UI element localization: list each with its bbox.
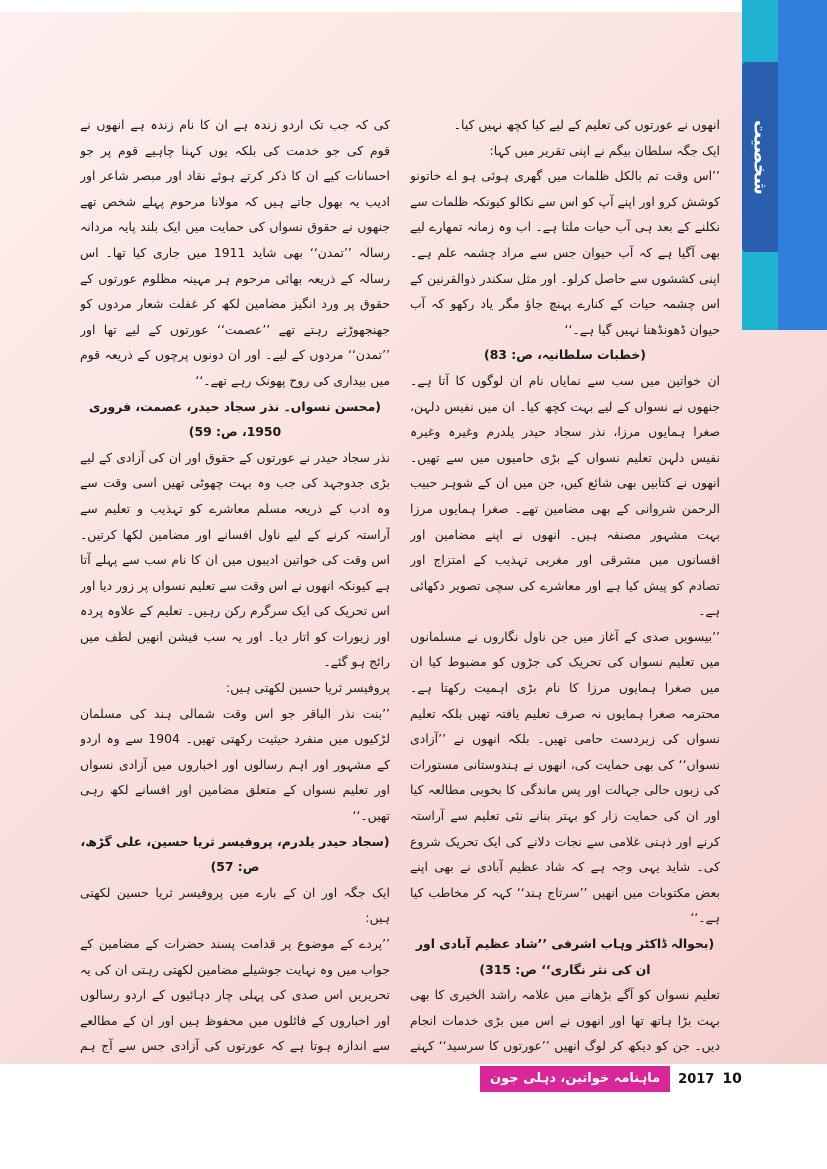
article-column-right [410,112,720,1062]
footer-magazine-name: ماہنامہ خواتین، دہلی جون [480,1066,670,1092]
citation: (محسن نسواں۔ نذر سجاد حیدر، عصمت، فروری 1950، ص: 59) [89,398,381,440]
quote-paragraph: ’’اس وقت تم بالکل ظلمات میں گھری ہوئی ہو اے خاتونو کوشش کرو اور اپنے آپ کو اس سے نکالو کیونکہ ظلمات سے نکلنے کے بعد ہی آب حیات ملتا ہے۔ اب وہ زمانہ تمھارے لیے بھی آگیا ہے کہ آب حیوان جس سے مراد چشمہ علم ہے۔ اپنی کششوں سے حاصل کرلو۔ اور مثل سکندر ذوالقرنین کے اس چشمہ حیات کے کنارے پہنچ جاؤ مگر یاد رکھو کہ آب حیوان ڈھونڈھنا نہیں گیا ہے۔‘‘ [410,168,720,337]
page-number: 10 [722,1071,742,1087]
top-margin [0,0,827,12]
quote-paragraph: ’’بنت نذر الباقر جو اس وقت شمالی ہند کی مسلمان لڑکیوں میں منفرد حیثیت رکھتی تھیں۔ 1904 سے وہ اردو کے مشہور اور اہم رسالوں اور اخباروں میں آزادی نسواں اور تعلیم نسواں کے متعلق مضامین اور افسانے لکھ رہی تھیں۔‘‘ [80,705,390,824]
citation: (بحوالہ ڈاکٹر وہاب اشرفی ’’شاد عظیم آبادی اور ان کی نثر نگاری‘‘ ص: 315) [415,936,715,977]
side-color-band-blue [778,0,827,330]
paragraph: تعلیم نسواں کو آگے بڑھانے میں علامہ راشد الخیری کا بھی بہت بڑا ہاتھ تھا اور انھوں نے اس میں بڑی خدمات انجام دیں۔ جن کو دیکھ کر لوگ انھیں ’’عورتوں کا سرسید‘‘ کہنے [410,987,720,1054]
footer-year: 2017 [678,1071,715,1087]
paragraph: انھوں نے عورتوں کی تعلیم کے لیے کیا کچھ نہیں کیا۔ [453,117,720,132]
paragraph: کی کہ جب تک اردو زندہ ہے ان کا نام زندہ ہے انھوں نے قوم کی جو خدمت کی بلکہ یوں کہنا چاہیے قوم پر جو احسانات کیے ان کا ذکر کرتے ہوئے نقاد اور مبصر شاعر اور ادیب یہ بھول جاتے ہیں کہ مولانا مرحوم پہلے شخص تھے جنھوں نے حقوق نسواں کی حمایت میں ایک بلند پایہ مردانہ رسالہ ’’تمدن‘‘ بھی شاید 1911 میں جاری کیا تھا۔ اس رسالہ کے ذریعہ بھائی مرحوم ہر مہینہ مظلوم عورتوں کے حقوق پر ورد انگیز مضامین لکھ کر غفلت شعار مردوں کو جھنجھوڑتے رہتے تھے ’’عصمت‘‘ عورتوں کے لیے تھا اور ’’تمدن‘‘ مردوں کے لیے۔ اور ان دونوں پرچوں کے ذریعہ قوم میں بیداری کی روح پھونک رہے تھے۔‘‘ [80,117,390,388]
quote-paragraph: ’’پردے کے موضوع پر قدامت پسند حضرات کے مضامین کے جواب میں وہ نہایت جوشیلے مضامین لکھتی رہتی ان کی یہ تحریریں اس صدی کی پہلی چار دہائیوں کے اردو رسالوں اور اخباروں کے فائلوں میں محفوظ ہیں اور ان کے مطالعے سے اندازہ ہوتا ہے کہ عورتوں کی آزادی جس سے آج ہم [80,936,390,1054]
quote-paragraph: ’’بیسویں صدی کے آغاز میں جن ناول نگاروں نے مسلمانوں میں تعلیم نسواں کی تحریک کی جڑوں کو مضبوط کیا ان میں صغرا ہمایوں مرزا کا نام بڑی اہمیت رکھتا ہے۔ محترمہ صغرا ہمایوں نہ صرف تعلیم یافتہ تھیں بلکہ تعلیم نسواں کی زبردست حامی تھیں۔ بلکہ انھوں نے ’’آزادی نسواں‘‘ کی بھی حمایت کی، انھوں نے ہندوستانی مستورات کی زبوں حالی جہالت اور پس ماندگی کا بخوبی مطالعہ کیا اور ان کی حمایت زار کو بہتر بنانے نئی تعلیم سے آراستہ کرنے اور ذہنی غلامی سے نجات دلانے کی ایک تحریک شروع کی۔ شاید یہی وجہ ہے کہ شاد عظیم آبادی نے بھی اپنے بعض مکتوبات میں انھیں ’’سرتاج ہند‘‘ کہہ کر مخاطب کیا ہے۔‘‘ [410,628,720,926]
paragraph: نذر سجاد حیدر نے عورتوں کے حقوق اور ان کی آزادی کے لیے بڑی جدوجہد کی جب وہ بہت چھوٹی تھیں اسی وقت سے وہ ادب کے ذریعہ مسلم معاشرے کو تہذیب و تعلیم سے آراستہ کرنے کے لیے ناول افسانے اور مضامین لکھا کرتیں۔ اس وقت کی خواتین ادیبوں میں ان کا نام سب سے پہلے آتا ہے کیونکہ انھوں نے اس وقت سے تعلیم نسواں پر زور دیا اور اس تحریک کی ایک سرگرم رکن رہیں۔ تعلیم کے علاوہ پردہ اور زیورات کو اتار دیا۔ اور یہ سب فیشن انھیں لطف میں رائج ہو گئے۔ [80,449,390,670]
section-tab-label: شخصیت [749,119,771,195]
article-column-left [80,112,390,1062]
citation: (سجاد حیدر یلدرم، پروفیسر ثریا حسین، علی گڑھ، ص: 57) [80,833,390,875]
paragraph: ایک جگہ سلطان بیگم نے اپنی تقریر میں کہا: [489,142,720,158]
paragraph: ان خواتین میں سب سے نمایاں نام ان لوگوں کا آتا ہے۔ جنھوں نے نسواں کے لیے بہت کچھ کیا۔ ان میں نفیس دلہن، صغرا ہمایوں مرزا، نذر سجاد حیدر یلدرم وغیرہ وغیرہ نفیس دلہن تعلیم نسواں کے بڑی حامیوں میں سے تھیں۔ انھوں نے کتابیں بھی شائع کیں، جن میں ان کے شوہر حبیب الرحمن شروانی کے بھی مضامین تھے۔ صغرا ہمایوں مرزا بہت مشہور مصنفہ ہیں۔ انھوں نے اپنے مضامین اور افسانوں میں مشرقی اور مغربی تہذیب کے امتزاج اور تصادم کو پیش کیا ہے اور معاشرے کی سچی تصویر دکھائی ہے۔ [410,372,720,619]
citation: (خطبات سلطانیہ، ص: 83) [484,347,646,363]
page-footer [480,1066,742,1092]
paragraph: پروفیسر ثریا حسین لکھتی ہیں: [226,680,390,696]
paragraph: ایک جگہ اور ان کے بارے میں پروفیسر ثریا حسین لکھتی ہیں: [80,884,390,926]
section-tab [742,62,778,252]
